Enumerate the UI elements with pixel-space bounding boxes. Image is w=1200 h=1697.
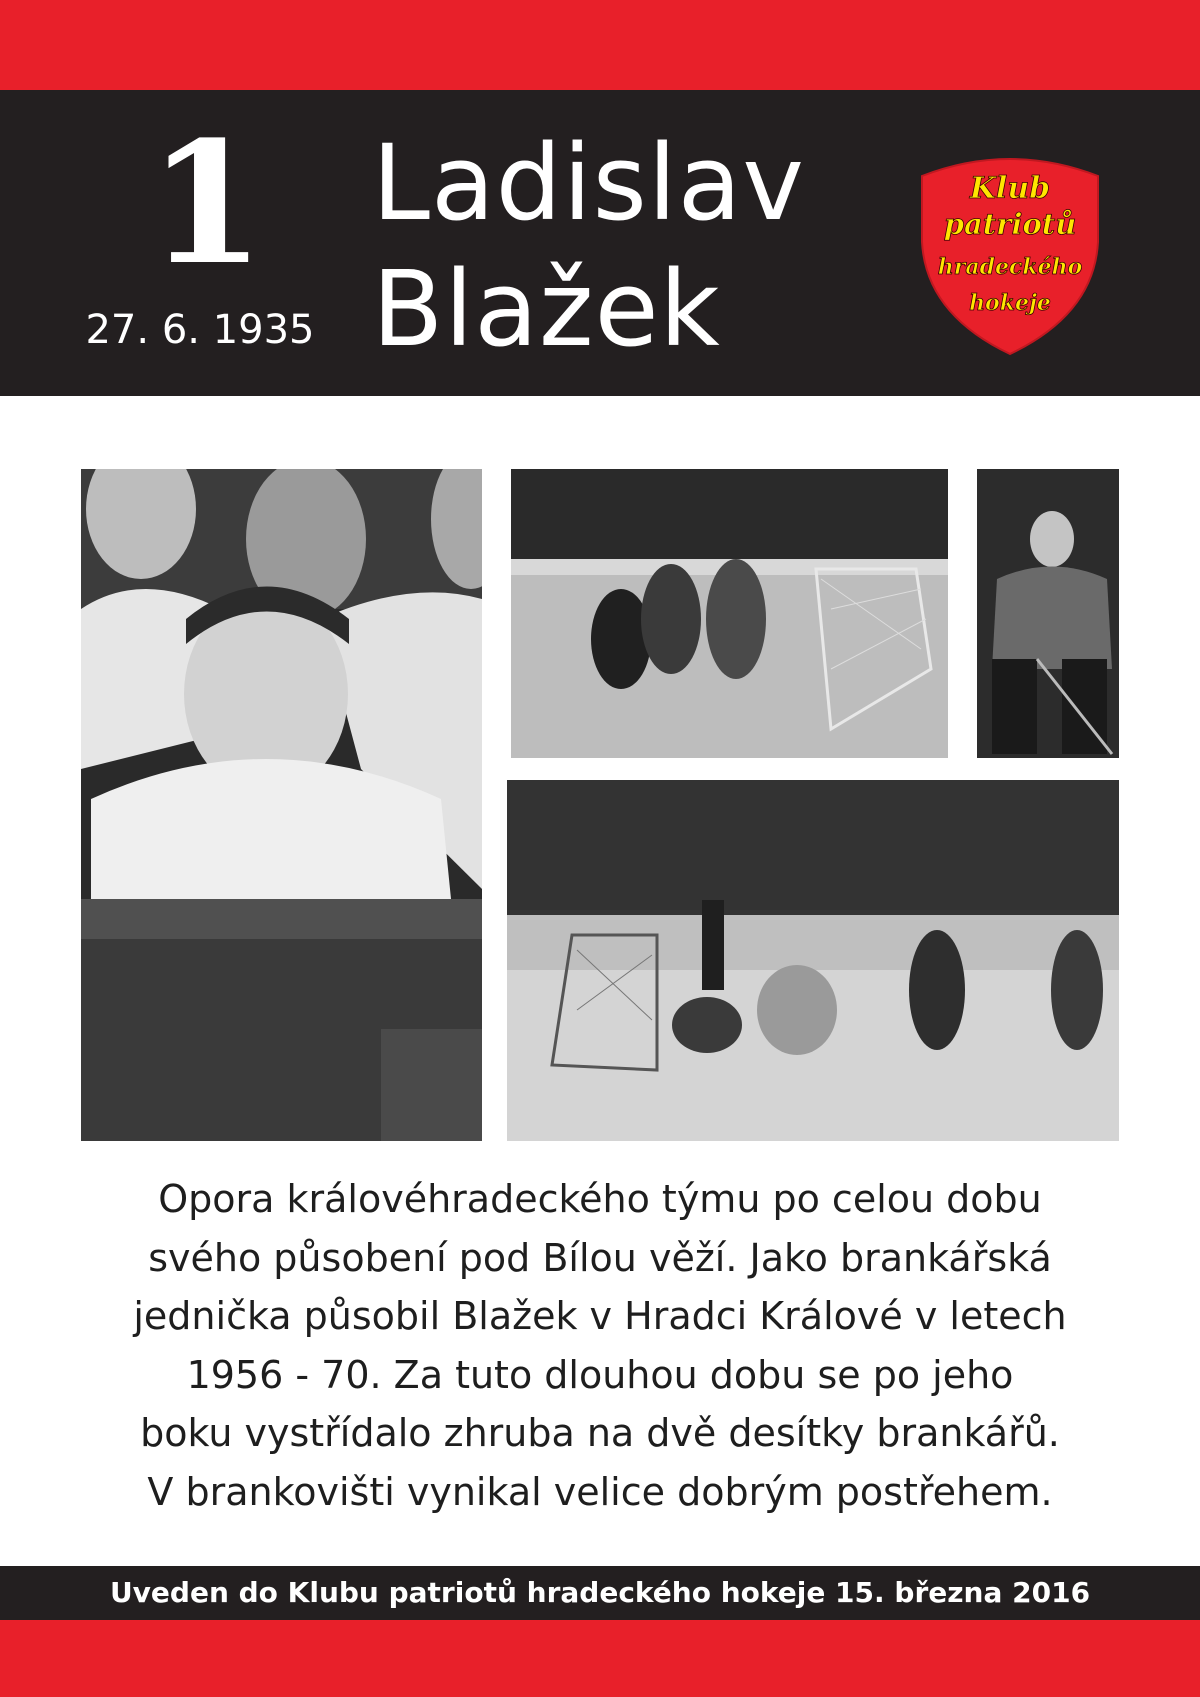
- crest-line-2: patriotů: [943, 207, 1077, 241]
- last-name: Blažek: [372, 248, 721, 370]
- biography-text: [60, 1170, 1140, 1521]
- hockey-goal-scene-photo: [507, 780, 1119, 1141]
- crest-line-4: hokeje: [969, 290, 1051, 316]
- induction-footer: Uveden do Klubu patriotů hradeckého hokeje 15. března 2016: [0, 1566, 1200, 1620]
- bio-line: jednička působil Blažek v Hradci Králové v letech: [133, 1294, 1067, 1338]
- crest-line-1: Klub: [969, 171, 1051, 206]
- goalie-photo: [977, 469, 1119, 758]
- rank-number: 1: [148, 104, 265, 302]
- birth-date: 27. 6. 1935: [85, 307, 315, 353]
- bio-line: svého působení pod Bílou věží. Jako brankářská: [148, 1235, 1052, 1280]
- first-name: Ladislav: [372, 122, 805, 244]
- portrait-photo: [81, 469, 482, 1141]
- player-name: [372, 120, 805, 372]
- hockey-game-photo: [511, 469, 948, 758]
- top-red-band: [0, 0, 1200, 90]
- bio-line: Opora královéhradeckého týmu po celou dobu: [158, 1177, 1042, 1221]
- bottom-red-band: [0, 1620, 1200, 1697]
- club-crest-logo: [918, 146, 1102, 358]
- bio-line: 1956 - 70. Za tuto dlouhou dobu se po jeho: [186, 1352, 1014, 1397]
- crest-line-3: hradeckého: [937, 254, 1083, 280]
- bio-line: boku vystřídalo zhruba na dvě desítky brankářů.: [140, 1411, 1060, 1455]
- bio-line: V brankovišti vynikal velice dobrým postřehem.: [147, 1469, 1053, 1514]
